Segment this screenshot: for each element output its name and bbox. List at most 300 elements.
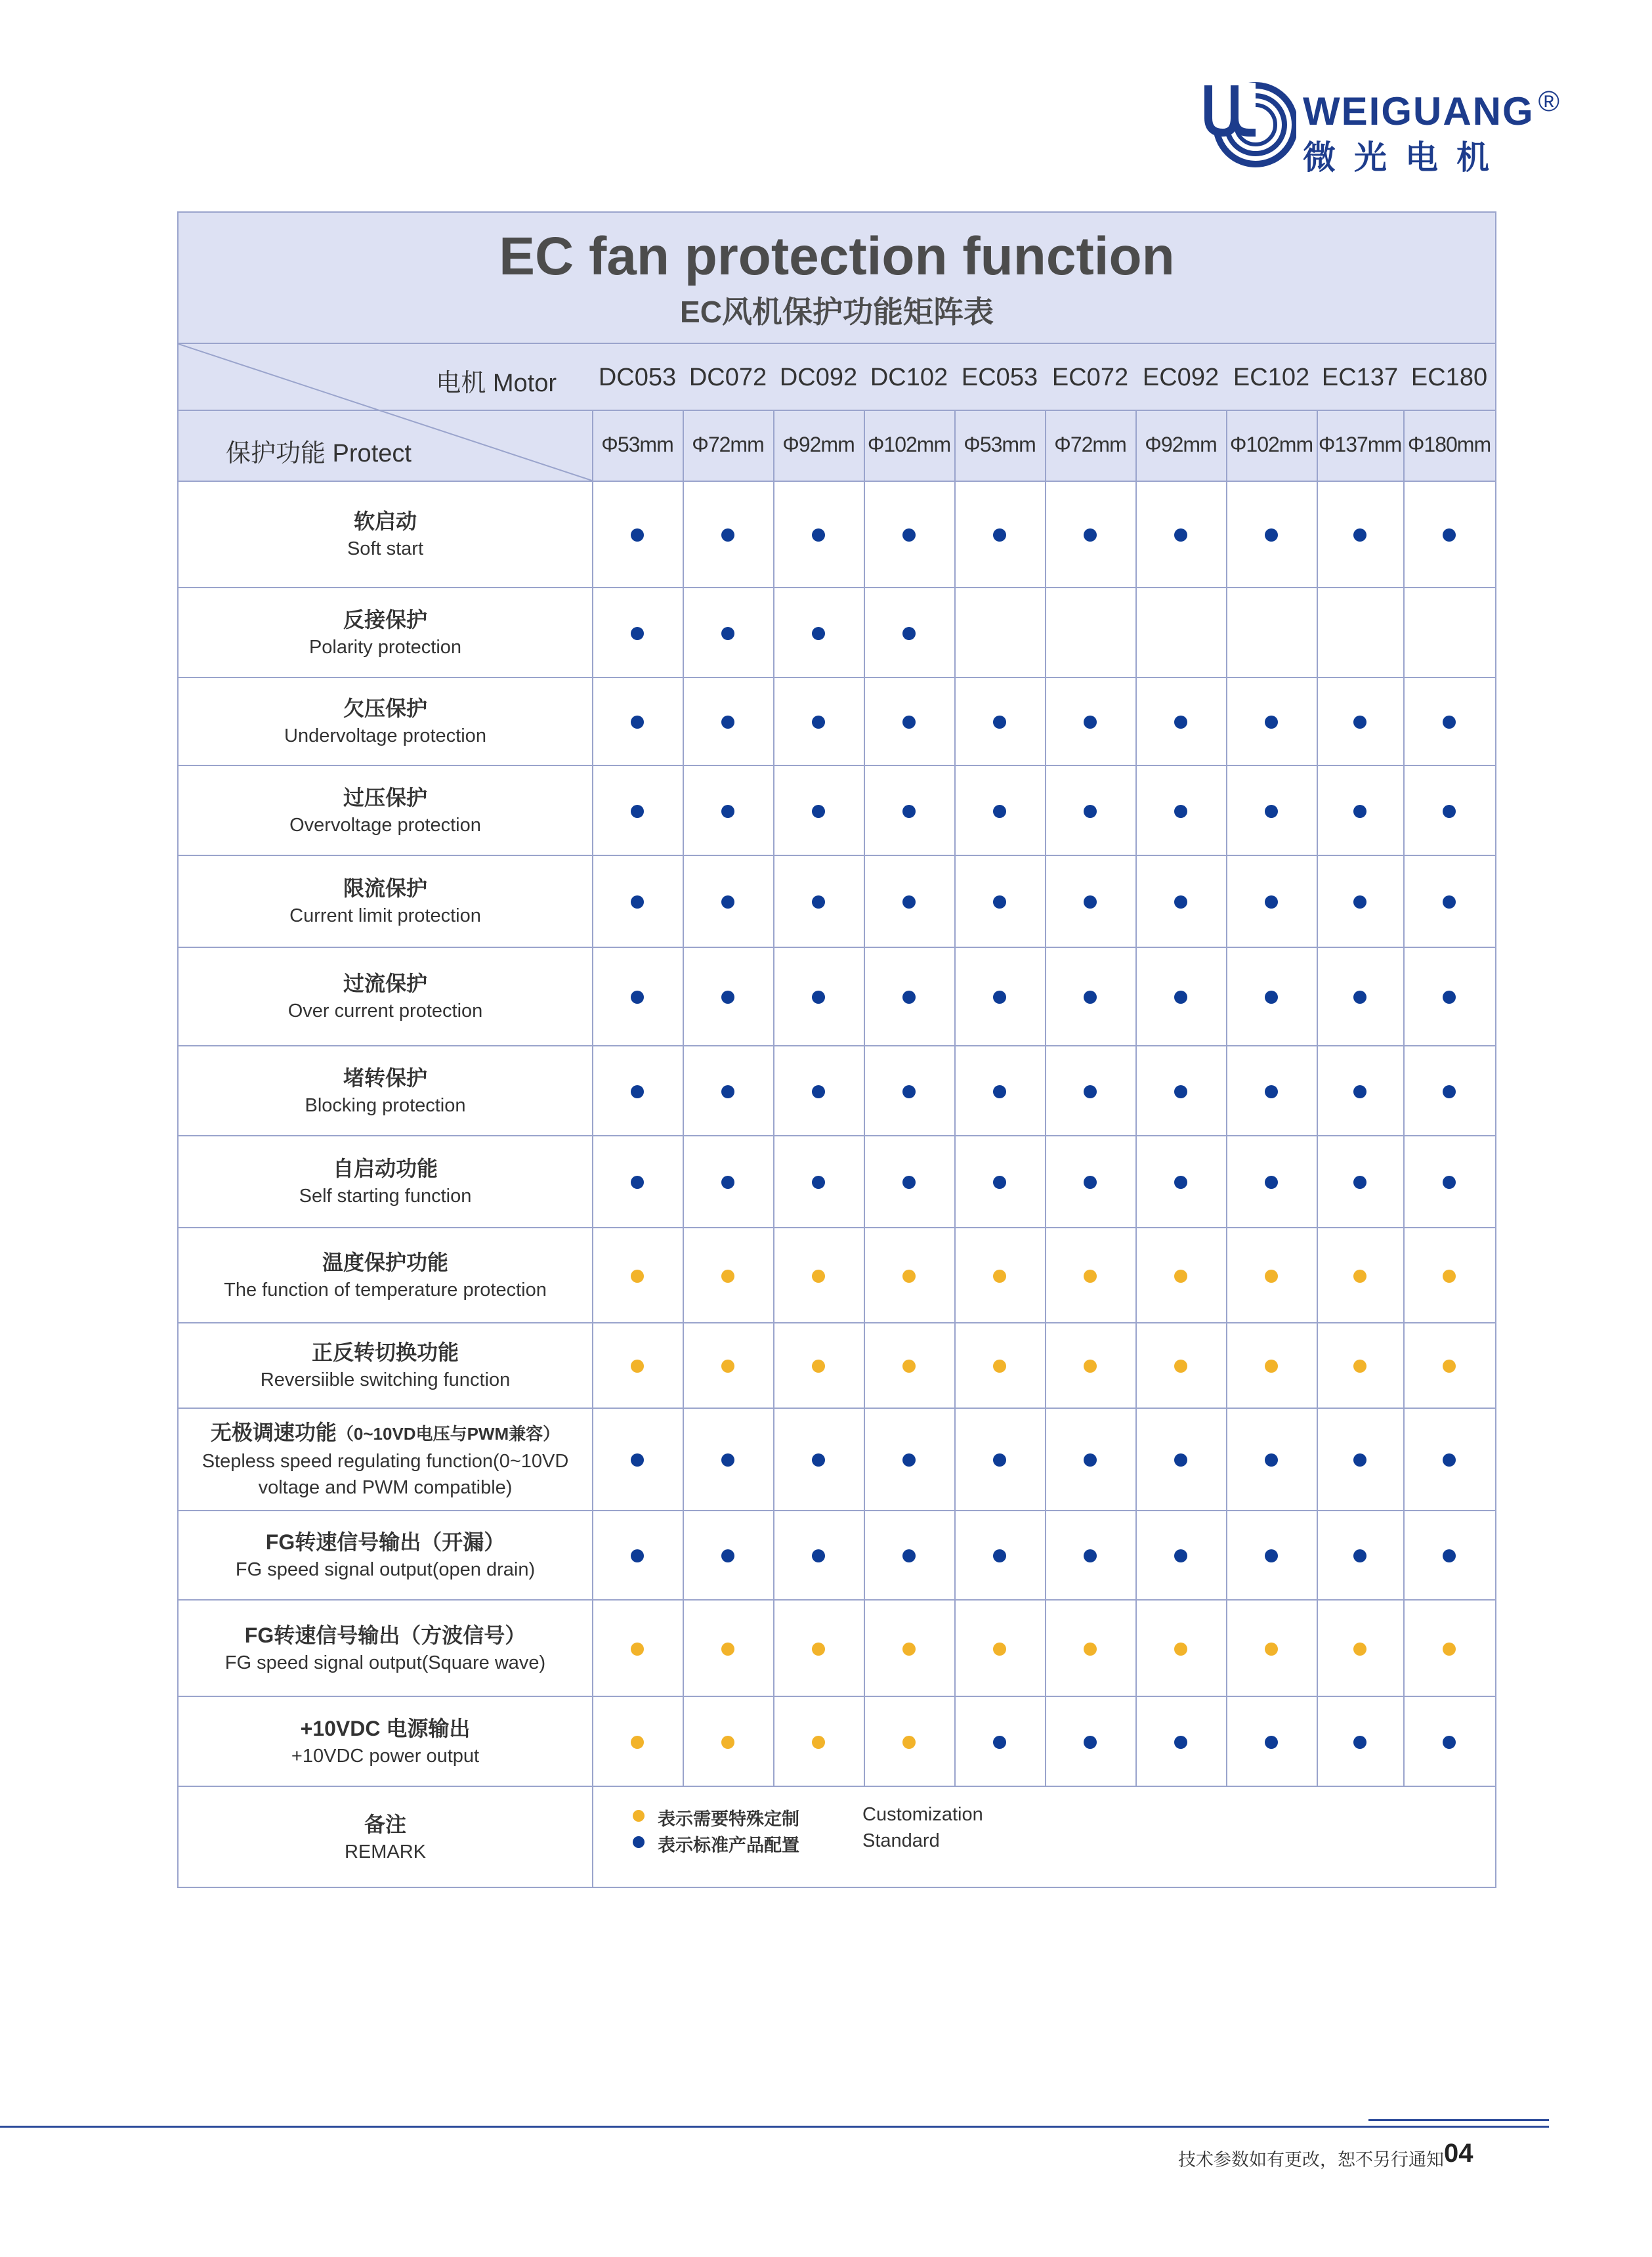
diameter-header: Φ180mm bbox=[1407, 433, 1491, 456]
standard-dot bbox=[631, 1549, 644, 1562]
column-divider bbox=[1045, 856, 1046, 948]
standard-dot bbox=[631, 1085, 644, 1098]
column-divider bbox=[1135, 766, 1137, 856]
column-divider bbox=[592, 1511, 593, 1601]
column-divider bbox=[773, 856, 774, 948]
column-divider bbox=[773, 766, 774, 856]
standard-dot bbox=[1443, 1736, 1456, 1749]
remark-label bbox=[179, 1787, 592, 1888]
column-divider bbox=[1226, 856, 1227, 948]
column-divider bbox=[1226, 1409, 1227, 1511]
table-row bbox=[179, 948, 1495, 1046]
column-divider bbox=[864, 1601, 865, 1697]
column-divider bbox=[1045, 482, 1046, 588]
column-divider bbox=[1317, 1409, 1318, 1511]
column-divider bbox=[954, 1046, 956, 1136]
table-row bbox=[179, 588, 1495, 678]
column-divider bbox=[1135, 1697, 1137, 1787]
column-divider bbox=[1317, 1228, 1318, 1323]
column-divider bbox=[1226, 1136, 1227, 1228]
standard-dot bbox=[1265, 1176, 1278, 1189]
standard-dot bbox=[1443, 991, 1456, 1004]
standard-dot bbox=[993, 1736, 1006, 1749]
standard-dot bbox=[1443, 1453, 1456, 1467]
standard-dot bbox=[812, 805, 825, 818]
column-divider bbox=[1045, 1136, 1046, 1228]
remark-row bbox=[179, 1787, 1495, 1888]
standard-dot bbox=[902, 627, 916, 640]
standard-dot bbox=[812, 627, 825, 640]
column-divider bbox=[592, 1323, 593, 1409]
column-divider bbox=[683, 856, 684, 948]
column-divider bbox=[864, 482, 865, 588]
standard-dot bbox=[1353, 528, 1366, 542]
column-divider bbox=[1403, 1511, 1405, 1601]
standard-dot bbox=[1084, 991, 1097, 1004]
customization-dot bbox=[812, 1643, 825, 1656]
column-divider bbox=[1317, 1697, 1318, 1787]
footer-rule-accent bbox=[1368, 2119, 1549, 2121]
column-divider bbox=[773, 1601, 774, 1697]
table-row bbox=[179, 1136, 1495, 1228]
column-divider bbox=[954, 1136, 956, 1228]
column-divider bbox=[864, 766, 865, 856]
row-label-cn bbox=[343, 969, 427, 998]
standard-dot bbox=[631, 895, 644, 909]
standard-dot bbox=[1174, 805, 1187, 818]
row-label-cn-text: 限流保护 bbox=[343, 876, 427, 900]
column-divider bbox=[683, 1409, 684, 1511]
standard-dot bbox=[902, 528, 916, 542]
customization-dot bbox=[721, 1360, 734, 1373]
column-divider bbox=[773, 482, 774, 588]
customization-legend-en: Customization bbox=[862, 1804, 983, 1825]
customization-dot bbox=[1084, 1643, 1097, 1656]
column-divider bbox=[1317, 1046, 1318, 1136]
model-header: EC180 bbox=[1410, 364, 1488, 391]
column-divider bbox=[592, 766, 593, 856]
standard-dot bbox=[993, 1453, 1006, 1467]
column-divider bbox=[592, 678, 593, 766]
row-label-cn-note: （0~10VD电压与PWM兼容） bbox=[336, 1424, 561, 1444]
header-column-divider bbox=[1317, 410, 1318, 482]
remark-divider bbox=[592, 1787, 593, 1888]
standard-dot bbox=[1443, 1085, 1456, 1098]
customization-dot bbox=[902, 1360, 916, 1373]
row-label-cn bbox=[211, 1418, 560, 1448]
column-divider bbox=[864, 1323, 865, 1409]
column-divider bbox=[1045, 1409, 1046, 1511]
column-divider bbox=[1135, 1601, 1137, 1697]
customization-dot bbox=[902, 1736, 916, 1749]
column-divider bbox=[592, 1409, 593, 1511]
standard-dot bbox=[1084, 1176, 1097, 1189]
column-divider bbox=[683, 1228, 684, 1323]
standard-dot bbox=[1174, 1736, 1187, 1749]
table-row bbox=[179, 856, 1495, 948]
row-label-cn bbox=[245, 1621, 526, 1650]
standard-dot bbox=[631, 1176, 644, 1189]
column-divider bbox=[683, 1046, 684, 1136]
row-label-en: Stepless speed regulating function(0~10VD bbox=[201, 1451, 569, 1472]
column-divider bbox=[954, 1601, 956, 1697]
standard-dot bbox=[1174, 716, 1187, 729]
column-divider bbox=[592, 1228, 593, 1323]
customization-dot bbox=[721, 1270, 734, 1283]
standard-dot bbox=[631, 627, 644, 640]
column-divider bbox=[1226, 482, 1227, 588]
standard-dot bbox=[1443, 1176, 1456, 1189]
standard-dot bbox=[1443, 895, 1456, 909]
column-divider bbox=[1403, 856, 1405, 948]
header-divider bbox=[179, 410, 1495, 411]
table-row bbox=[179, 766, 1495, 856]
row-label-cn-text: 过流保护 bbox=[343, 972, 427, 995]
column-divider bbox=[592, 1601, 593, 1697]
column-divider bbox=[1226, 1323, 1227, 1409]
column-divider bbox=[1403, 1323, 1405, 1409]
column-divider bbox=[773, 1697, 774, 1787]
customization-dot bbox=[812, 1270, 825, 1283]
column-divider bbox=[1045, 1323, 1046, 1409]
column-divider bbox=[1317, 766, 1318, 856]
column-divider bbox=[1317, 588, 1318, 678]
customization-dot bbox=[993, 1643, 1006, 1656]
header-column-divider bbox=[864, 410, 865, 482]
standard-dot bbox=[812, 895, 825, 909]
column-divider bbox=[1135, 678, 1137, 766]
row-label-en: Over current protection bbox=[287, 1000, 483, 1021]
motor-label: 电机 Motor bbox=[436, 370, 557, 397]
standard-dot bbox=[721, 991, 734, 1004]
row-label-cn-text: 温度保护功能 bbox=[322, 1250, 448, 1274]
row-label-cn-text: 过压保护 bbox=[343, 785, 427, 809]
brand-name-cn: 微光电机 bbox=[1303, 139, 1508, 176]
standard-dot bbox=[1174, 1085, 1187, 1098]
column-divider bbox=[954, 1323, 956, 1409]
column-divider bbox=[1317, 1511, 1318, 1601]
column-divider bbox=[1135, 588, 1137, 678]
row-label-en: FG speed signal output(Square wave) bbox=[224, 1652, 546, 1673]
standard-dot bbox=[1084, 528, 1097, 542]
weiguang-logo-icon bbox=[1204, 79, 1296, 171]
customization-dot bbox=[631, 1643, 644, 1656]
row-label bbox=[179, 1323, 592, 1408]
customization-dot bbox=[812, 1736, 825, 1749]
column-divider bbox=[592, 1697, 593, 1787]
standard-dot bbox=[1353, 1176, 1366, 1189]
customization-dot bbox=[812, 1360, 825, 1373]
standard-dot bbox=[812, 1453, 825, 1467]
column-divider bbox=[954, 1697, 956, 1787]
standard-dot bbox=[631, 716, 644, 729]
column-divider bbox=[1226, 678, 1227, 766]
column-divider bbox=[1226, 1601, 1227, 1697]
customization-dot bbox=[631, 1736, 644, 1749]
row-label-en: Polarity protection bbox=[308, 636, 462, 658]
column-divider bbox=[1317, 856, 1318, 948]
column-divider bbox=[1403, 1046, 1405, 1136]
standard-dot bbox=[721, 805, 734, 818]
standard-dot bbox=[1265, 1453, 1278, 1467]
customization-dot bbox=[1084, 1270, 1097, 1283]
column-divider bbox=[1226, 1511, 1227, 1601]
column-divider bbox=[954, 1511, 956, 1601]
standard-dot bbox=[1174, 895, 1187, 909]
customization-legend-cn: 表示需要特殊定制 bbox=[658, 1809, 799, 1829]
column-divider bbox=[1135, 482, 1137, 588]
column-divider bbox=[1403, 766, 1405, 856]
column-divider bbox=[954, 856, 956, 948]
diameter-header: Φ102mm bbox=[867, 433, 951, 456]
diameter-header: Φ72mm bbox=[1054, 433, 1126, 456]
header-column-divider bbox=[1403, 410, 1405, 482]
standard-dot bbox=[1353, 1736, 1366, 1749]
column-divider bbox=[1135, 1136, 1137, 1228]
column-divider bbox=[773, 1511, 774, 1601]
standard-dot bbox=[1353, 716, 1366, 729]
table-row bbox=[179, 1409, 1495, 1511]
column-divider bbox=[1045, 1511, 1046, 1601]
standard-dot bbox=[631, 1453, 644, 1467]
row-label-cn-text: 堵转保护 bbox=[343, 1065, 427, 1090]
standard-dot bbox=[993, 991, 1006, 1004]
row-label bbox=[179, 1136, 592, 1227]
column-divider bbox=[1403, 588, 1405, 678]
standard-dot bbox=[1353, 805, 1366, 818]
column-divider bbox=[1317, 948, 1318, 1046]
standard-dot bbox=[1265, 991, 1278, 1004]
standard-dot bbox=[1174, 1453, 1187, 1467]
column-divider bbox=[954, 588, 956, 678]
row-label bbox=[179, 856, 592, 947]
row-label-cn bbox=[322, 1248, 448, 1277]
standard-dot bbox=[1265, 895, 1278, 909]
column-divider bbox=[683, 678, 684, 766]
standard-dot bbox=[1353, 1453, 1366, 1467]
row-label bbox=[179, 482, 592, 587]
column-divider bbox=[864, 1511, 865, 1601]
standard-dot bbox=[721, 716, 734, 729]
standard-legend-dot bbox=[633, 1836, 645, 1848]
row-label-en: The function of temperature protection bbox=[224, 1279, 547, 1300]
standard-dot bbox=[721, 1085, 734, 1098]
diameter-header: Φ92mm bbox=[1145, 433, 1217, 456]
standard-dot bbox=[1443, 1549, 1456, 1562]
column-divider bbox=[773, 1136, 774, 1228]
column-divider bbox=[864, 1136, 865, 1228]
column-divider bbox=[773, 948, 774, 1046]
column-divider bbox=[1135, 1228, 1137, 1323]
column-divider bbox=[1135, 1046, 1137, 1136]
row-label bbox=[179, 1601, 592, 1696]
column-divider bbox=[773, 588, 774, 678]
customization-dot bbox=[721, 1643, 734, 1656]
row-label bbox=[179, 1697, 592, 1786]
column-divider bbox=[1135, 948, 1137, 1046]
standard-dot bbox=[1084, 805, 1097, 818]
column-divider bbox=[954, 678, 956, 766]
standard-dot bbox=[902, 1085, 916, 1098]
column-divider bbox=[683, 1323, 684, 1409]
row-label-en: +10VDC power output bbox=[291, 1745, 480, 1767]
column-divider bbox=[864, 856, 865, 948]
standard-dot bbox=[812, 716, 825, 729]
column-divider bbox=[592, 588, 593, 678]
model-header: EC137 bbox=[1321, 364, 1399, 391]
column-divider bbox=[1045, 1601, 1046, 1697]
column-divider bbox=[1135, 856, 1137, 948]
customization-legend-dot bbox=[633, 1810, 645, 1822]
standard-dot bbox=[721, 1549, 734, 1562]
row-label bbox=[179, 766, 592, 855]
column-divider bbox=[864, 1046, 865, 1136]
column-divider bbox=[773, 1323, 774, 1409]
standard-dot bbox=[1443, 805, 1456, 818]
column-divider bbox=[1403, 1409, 1405, 1511]
column-divider bbox=[1045, 1697, 1046, 1787]
column-divider bbox=[683, 948, 684, 1046]
standard-dot bbox=[721, 528, 734, 542]
table-row bbox=[179, 1697, 1495, 1787]
standard-dot bbox=[1353, 1549, 1366, 1562]
brand-logo bbox=[1204, 79, 1561, 177]
column-divider bbox=[954, 1228, 956, 1323]
model-header: EC053 bbox=[961, 364, 1038, 391]
row-label-en-line2: voltage and PWM compatible) bbox=[258, 1477, 513, 1498]
page-number: 04 bbox=[1444, 2139, 1473, 2168]
standard-dot bbox=[1443, 716, 1456, 729]
column-divider bbox=[1403, 1136, 1405, 1228]
customization-dot bbox=[1443, 1360, 1456, 1373]
column-divider bbox=[1403, 482, 1405, 588]
standard-dot bbox=[1084, 1549, 1097, 1562]
column-divider bbox=[773, 1228, 774, 1323]
standard-legend-cn: 表示标准产品配置 bbox=[658, 1836, 799, 1855]
standard-dot bbox=[1265, 1549, 1278, 1562]
customization-dot bbox=[1265, 1360, 1278, 1373]
row-label-cn bbox=[266, 1528, 505, 1557]
protection-matrix-table bbox=[177, 211, 1496, 1888]
column-divider bbox=[683, 588, 684, 678]
column-divider bbox=[592, 482, 593, 588]
column-divider bbox=[1135, 1409, 1137, 1511]
column-divider bbox=[1226, 1046, 1227, 1136]
column-divider bbox=[1317, 1323, 1318, 1409]
standard-dot bbox=[902, 1176, 916, 1189]
header-column-divider bbox=[683, 410, 684, 482]
row-label-cn bbox=[312, 1338, 459, 1367]
header-column-divider bbox=[592, 410, 593, 482]
customization-dot bbox=[1174, 1270, 1187, 1283]
standard-dot bbox=[721, 895, 734, 909]
standard-dot bbox=[1084, 1736, 1097, 1749]
standard-dot bbox=[721, 1176, 734, 1189]
diameter-header: Φ92mm bbox=[782, 433, 855, 456]
column-divider bbox=[1317, 1136, 1318, 1228]
protect-label: 保护功能 Protect bbox=[226, 440, 412, 467]
row-label-cn bbox=[343, 1064, 427, 1092]
table-row bbox=[179, 1511, 1495, 1601]
column-divider bbox=[773, 1046, 774, 1136]
column-divider bbox=[683, 482, 684, 588]
column-divider bbox=[773, 1409, 774, 1511]
row-label-en: Reversiible switching function bbox=[260, 1369, 511, 1390]
row-label-cn bbox=[301, 1714, 471, 1743]
column-divider bbox=[1403, 1697, 1405, 1787]
column-divider bbox=[954, 948, 956, 1046]
standard-dot bbox=[1174, 991, 1187, 1004]
standard-dot bbox=[1353, 1085, 1366, 1098]
table-title-band bbox=[179, 213, 1495, 344]
column-divider bbox=[592, 1046, 593, 1136]
header-column-divider bbox=[1045, 410, 1046, 482]
remark-label-cn: 备注 bbox=[364, 1813, 406, 1836]
standard-dot bbox=[902, 1549, 916, 1562]
model-header: EC092 bbox=[1142, 364, 1219, 391]
table-subtitle-cn: EC风机保护功能矩阵表 bbox=[680, 295, 994, 329]
row-label-en: Overvoltage protection bbox=[289, 814, 481, 836]
diameter-header: Φ53mm bbox=[964, 433, 1036, 456]
header-column-divider bbox=[954, 410, 956, 482]
standard-dot bbox=[1353, 895, 1366, 909]
standard-dot bbox=[993, 716, 1006, 729]
column-divider bbox=[1226, 1697, 1227, 1787]
standard-dot bbox=[812, 1549, 825, 1562]
standard-dot bbox=[1084, 1085, 1097, 1098]
table-row bbox=[179, 678, 1495, 766]
column-divider bbox=[1045, 766, 1046, 856]
standard-dot bbox=[993, 805, 1006, 818]
customization-dot bbox=[902, 1270, 916, 1283]
standard-dot bbox=[1084, 1453, 1097, 1467]
model-header: EC072 bbox=[1051, 364, 1129, 391]
table-row bbox=[179, 1046, 1495, 1136]
column-divider bbox=[1317, 1601, 1318, 1697]
remark-label-en: REMARK bbox=[344, 1841, 427, 1862]
standard-dot bbox=[993, 1549, 1006, 1562]
model-header: EC102 bbox=[1233, 364, 1310, 391]
standard-dot bbox=[1265, 1736, 1278, 1749]
footer-note: 技术参数如有更改，恕不另行通知 bbox=[1178, 2150, 1444, 2170]
model-header: DC092 bbox=[779, 364, 858, 391]
customization-dot bbox=[1443, 1643, 1456, 1656]
row-label-cn-text: +10VDC 电源输出 bbox=[300, 1716, 471, 1740]
column-divider bbox=[954, 1409, 956, 1511]
column-divider bbox=[1317, 678, 1318, 766]
header-column-divider bbox=[1226, 410, 1227, 482]
customization-dot bbox=[1265, 1643, 1278, 1656]
standard-dot bbox=[1265, 528, 1278, 542]
column-divider bbox=[1317, 482, 1318, 588]
column-divider bbox=[864, 1228, 865, 1323]
standard-dot bbox=[1174, 528, 1187, 542]
standard-dot bbox=[993, 1085, 1006, 1098]
row-label-cn-text: 欠压保护 bbox=[343, 697, 427, 720]
customization-dot bbox=[1174, 1360, 1187, 1373]
row-label-cn bbox=[343, 605, 427, 634]
table-row bbox=[179, 1601, 1495, 1697]
row-label bbox=[179, 1511, 592, 1599]
column-divider bbox=[1045, 1046, 1046, 1136]
standard-dot bbox=[1084, 895, 1097, 909]
column-divider bbox=[683, 1601, 684, 1697]
row-label-en: Undervoltage protection bbox=[284, 725, 486, 746]
standard-dot bbox=[721, 627, 734, 640]
row-label-en: Self starting function bbox=[299, 1186, 472, 1207]
row-label-cn bbox=[343, 694, 427, 723]
table-row bbox=[179, 1323, 1495, 1409]
